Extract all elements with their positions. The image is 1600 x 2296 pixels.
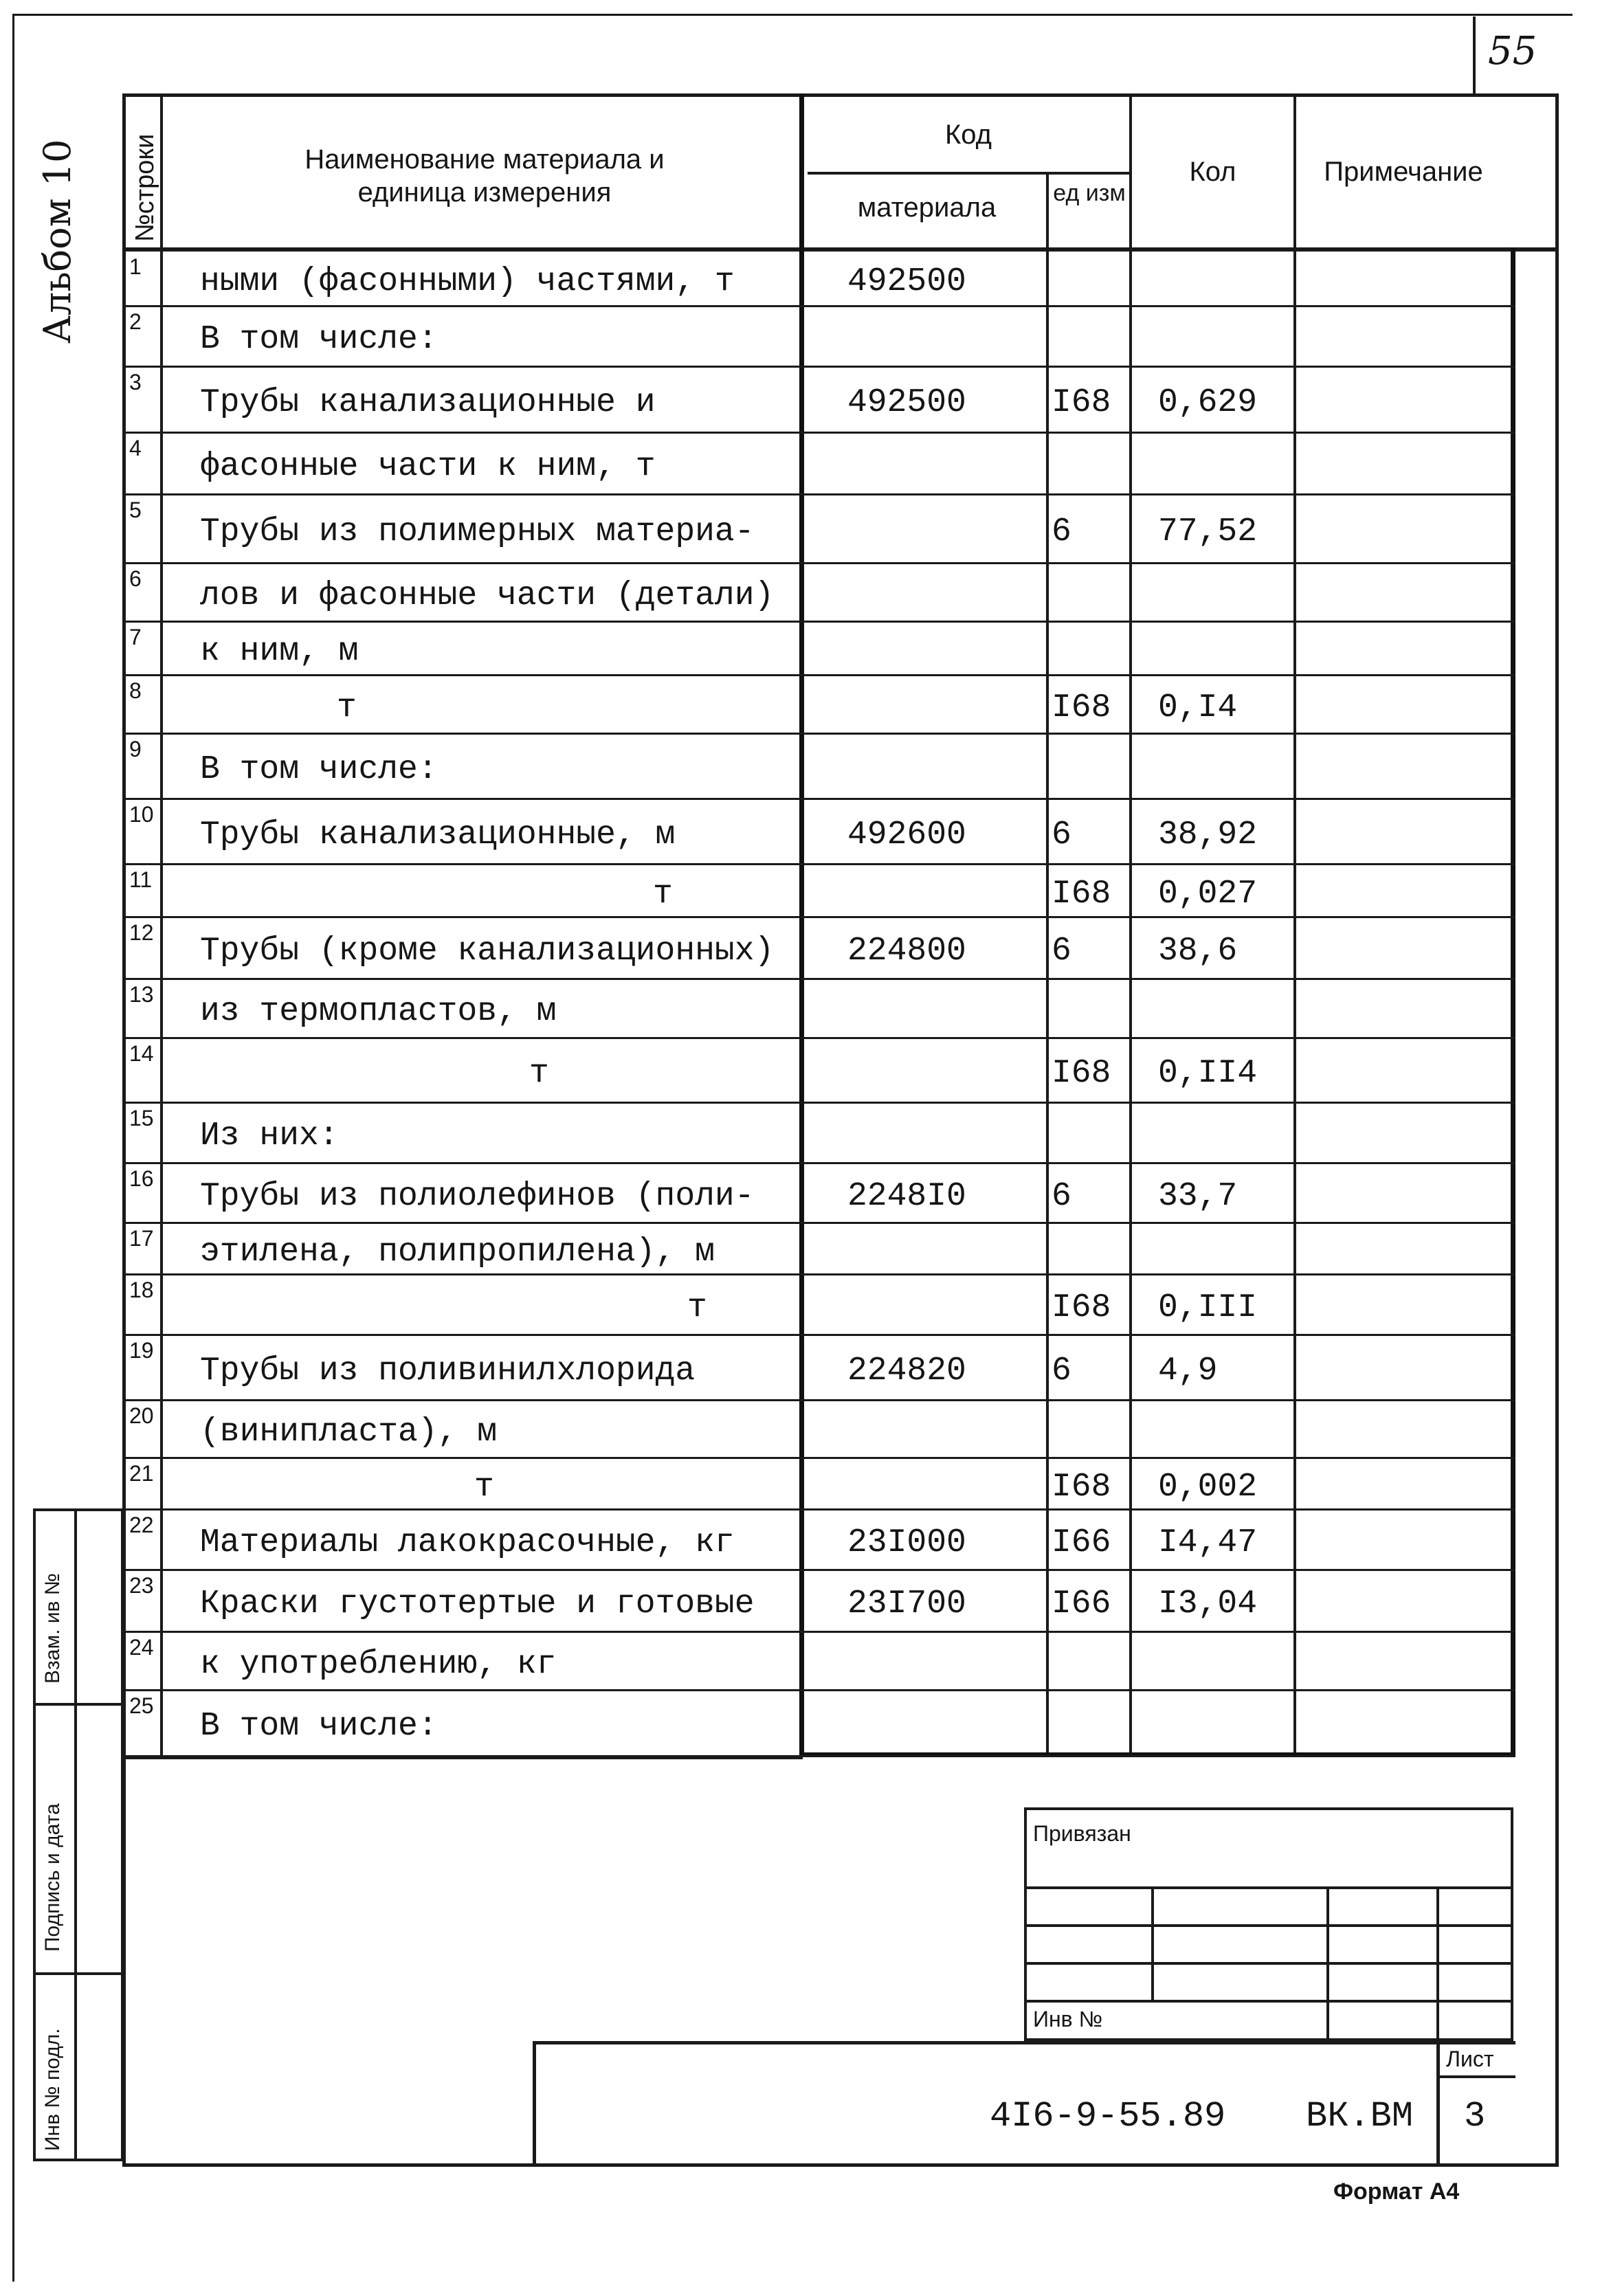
header-note: Примечание [1324,157,1483,187]
row-unit: 6 [1052,513,1071,550]
side-stamp-inv-podl: Инв № подл. [41,2028,64,2151]
table-row [0,1223,1600,1275]
row-unit: I66 [1052,1524,1111,1561]
row-name: к употреблению, кг [200,1645,557,1683]
row-number: 24 [129,1635,154,1660]
sheet-col-line [1436,2041,1440,2167]
row-qty: 0,II4 [1158,1055,1258,1092]
privyazan-line-2 [1024,1924,1513,1927]
row-qty: 77,52 [1158,513,1258,550]
row-qty: I3,04 [1158,1585,1258,1623]
row-unit: I68 [1052,875,1111,913]
table-row [0,865,1600,917]
row-unit: I68 [1052,1289,1111,1326]
table-row [0,252,1600,306]
table-row [0,799,1600,865]
privyazan-col-3 [1436,1886,1439,2041]
privyazan-label: Привязан [1033,1821,1131,1846]
side-stamp-vzam: Взам. ив № [41,1573,64,1684]
row-name: из термопластов, м [200,993,557,1030]
row-number: 1 [129,254,142,279]
table-row [0,367,1600,433]
header-row-no: №строки [131,133,159,242]
row-number: 25 [129,1693,154,1718]
row-name: к ним, м [200,633,359,670]
row-name: В том числе: [200,321,438,358]
table-row [0,1632,1600,1691]
row-name: Трубы канализационные и [200,384,656,421]
table-row [0,1510,1600,1570]
row-number: 12 [129,920,154,945]
row-qty: 38,6 [1158,933,1238,970]
row-name: Трубы из поливинилхлорида [200,1352,696,1390]
table-row [0,917,1600,979]
format-label: Формат А4 [1333,2178,1460,2205]
row-unit: I68 [1052,1055,1111,1092]
row-code: 23I700 [847,1585,966,1623]
privyazan-col-2 [1326,1886,1329,2041]
row-number: 6 [129,566,142,591]
table-row [0,1458,1600,1510]
side-stamp-line-1 [33,1703,124,1706]
header-code: Код [944,120,992,150]
row-unit: 6 [1052,933,1071,970]
row-unit: 6 [1052,1352,1071,1390]
table-row [0,676,1600,734]
table-row [0,979,1600,1038]
row-number: 13 [129,982,154,1007]
row-number: 22 [129,1513,154,1537]
page-top-border [12,14,1573,16]
row-unit: I66 [1052,1585,1111,1623]
table-row [0,564,1600,622]
header-code-material: материала [857,192,997,223]
table-row [0,1038,1600,1103]
row-name: Трубы из полиолефинов (поли- [200,1177,755,1215]
row-number: 16 [129,1166,154,1191]
row-number: 17 [129,1226,154,1251]
row-number: 9 [129,737,142,761]
row-name: ными (фасонными) частями, т [200,263,735,300]
header-qty: Кол [1189,157,1236,187]
row-unit: I68 [1052,384,1111,421]
side-stamp-divider [74,1508,77,2161]
row-name: лов и фасонные части (детали) [200,577,775,614]
row-number: 8 [129,678,142,703]
row-number: 18 [129,1278,154,1302]
table-row [0,306,1600,367]
row-number: 21 [129,1461,154,1486]
row-qty: 4,9 [1158,1352,1218,1390]
side-stamp-sign-date: Подпись и дата [41,1803,64,1952]
row-name: т [687,1289,707,1326]
row-name: В том числе: [200,1708,438,1745]
row-name: Из них: [200,1117,339,1155]
row-unit: 6 [1052,1177,1071,1215]
row-qty: 33,7 [1158,1177,1238,1215]
row-name: т [653,875,673,913]
row-qty: I4,47 [1158,1524,1258,1561]
row-name: фасонные части к ним, т [200,448,656,485]
table-row [0,1103,1600,1163]
row-qty: 0,002 [1158,1468,1258,1506]
row-unit: I68 [1052,1468,1111,1506]
row-name: (винипласта), м [200,1414,498,1451]
sheet-number: 3 [1464,2096,1486,2137]
row-qty: 0,629 [1158,384,1258,421]
row-number: 11 [129,867,153,892]
privyazan-line-4 [1024,2000,1513,2003]
row-number: 4 [129,436,142,460]
sheet-label-line [1436,2075,1515,2078]
row-name: т [529,1055,549,1092]
side-stamp-line-2 [33,1972,124,1975]
header-code-unit: ед изм [1053,180,1126,206]
row-name: Трубы (кроме канализационных) [200,933,775,970]
table-row [0,1401,1600,1458]
row-number: 19 [129,1338,154,1363]
doc-code: 4I6-9-55.89 [990,2096,1226,2137]
table-row [0,1570,1600,1632]
row-number: 2 [129,309,142,334]
row-qty: 0,I4 [1158,689,1238,726]
page-number: 55 [1488,29,1537,74]
privyazan-col-1 [1151,1886,1154,2000]
table-row [0,622,1600,676]
row-name: Материалы лакокрасочные, кг [200,1524,735,1561]
row-name: Краски густотертые и готовые [200,1585,755,1623]
row-code: 2248I0 [847,1177,966,1215]
row-name: т [337,689,357,726]
table-row [0,495,1600,564]
album-label: Альбом 10 [36,139,79,344]
row-name: этилена, полипропилена), м [200,1233,715,1271]
table-row [0,1275,1600,1335]
privyazan-line-3 [1024,1962,1513,1965]
table-row [0,1335,1600,1401]
row-qty: 0,027 [1158,875,1258,913]
row-code: 492600 [847,816,966,854]
sheet-label: Лист [1446,2047,1494,2071]
privyazan-line-1 [1024,1886,1513,1889]
row-unit: I68 [1052,689,1111,726]
row-qty: 0,III [1158,1289,1258,1326]
row-number: 10 [129,802,154,827]
row-number: 20 [129,1403,154,1428]
row-number: 5 [129,498,142,522]
row-code: 23I000 [847,1524,966,1561]
code-split-line [808,172,1129,175]
row-number: 7 [129,625,142,649]
row-number: 3 [129,370,142,394]
row-code: 224800 [847,933,966,970]
row-qty: 38,92 [1158,816,1258,854]
row-name: В том числе: [200,750,438,788]
row-code: 492500 [847,384,966,421]
row-number: 15 [129,1106,154,1130]
doc-suffix: ВК.ВМ [1306,2096,1414,2137]
row-unit: 6 [1052,816,1071,854]
row-code: 224820 [847,1352,966,1390]
table-row [0,433,1600,495]
row-name: Трубы канализационные, м [200,816,676,854]
header-name: Наименование материала и единица измерения [304,144,665,208]
row-code: 492500 [847,263,966,300]
table-row [0,734,1600,799]
row-number: 23 [129,1573,154,1598]
table-row [0,1691,1600,1757]
row-number: 14 [129,1041,154,1066]
row-name: Трубы из полимерных материа- [200,513,755,550]
table-row [0,1163,1600,1223]
row-name: т [474,1468,494,1506]
inv-no-label: Инв № [1033,2007,1102,2031]
